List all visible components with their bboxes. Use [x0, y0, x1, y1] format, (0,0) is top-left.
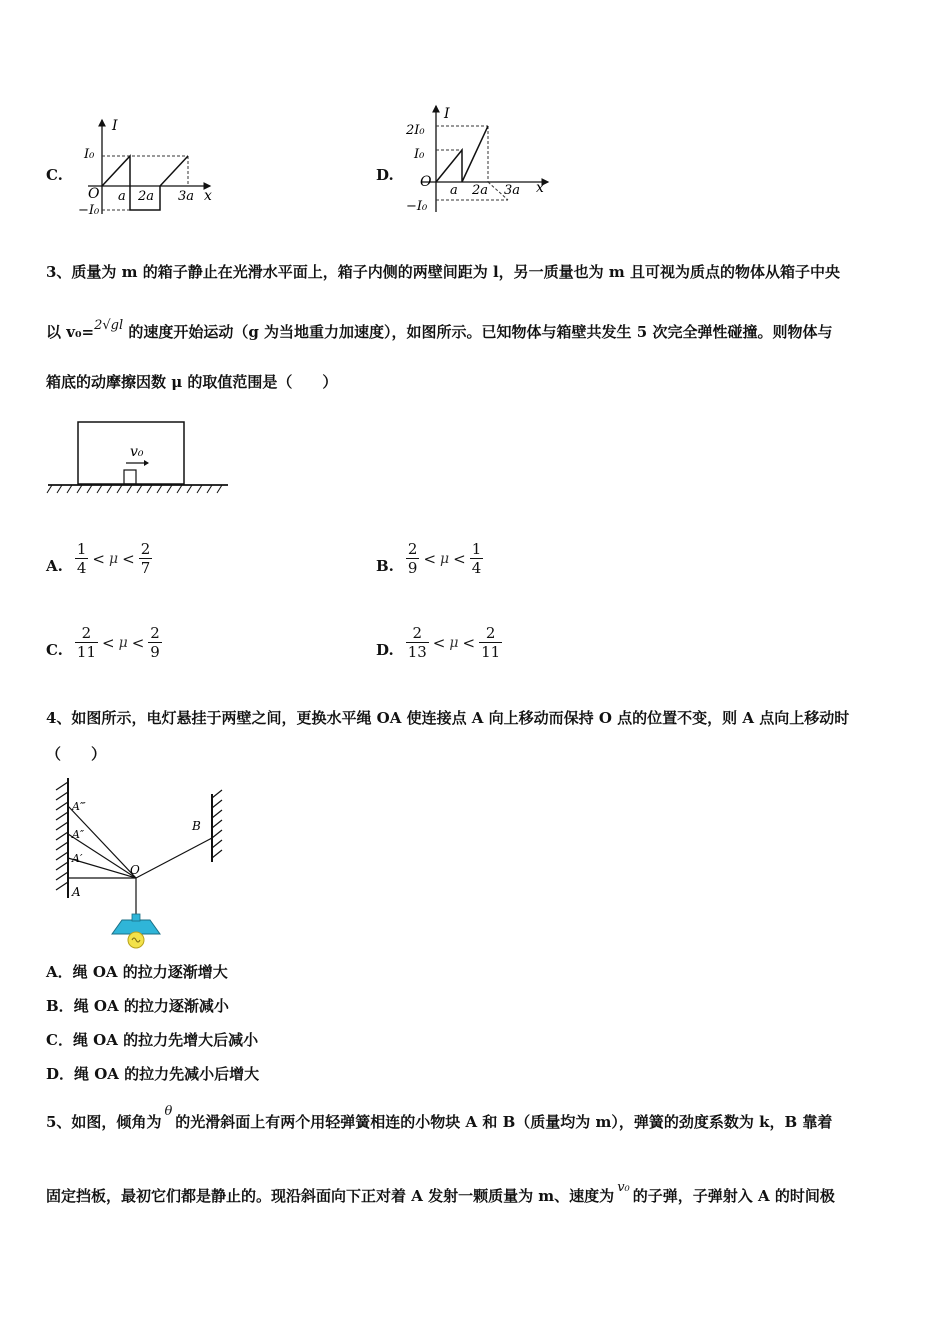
lt-sign: <	[432, 633, 446, 652]
option-label: A.	[46, 556, 63, 575]
mu-symbol: μ	[449, 634, 459, 651]
tick-a: a	[450, 183, 458, 198]
label-a3: A‴	[72, 800, 86, 813]
origin-label: O	[88, 186, 100, 202]
mu-symbol: μ	[118, 634, 128, 651]
tick-2a: 2a	[472, 183, 489, 198]
option-text: 绳 OA 的拉力先增大后减小	[72, 1031, 259, 1049]
q3-option-d[interactable]	[376, 624, 502, 661]
q5-line1-pre: 5、如图，倾角为	[46, 1113, 162, 1131]
lt-sign: <	[92, 549, 105, 568]
q5-text-line1	[46, 1104, 833, 1134]
option-label: C.	[46, 640, 63, 659]
left-fraction: $\frac{2}{13}$	[407, 624, 427, 661]
right-fraction: $\frac{2}{7}$	[140, 540, 151, 577]
option-label: B.	[376, 556, 394, 575]
q5-text-line2	[46, 1180, 835, 1208]
tick-a: a	[118, 189, 126, 204]
origin-label: O	[420, 174, 432, 190]
left-fraction: $\frac{2}{11}$	[76, 624, 96, 661]
y-axis-label: I	[444, 106, 450, 122]
tick-neg-i0: −I₀	[78, 203, 100, 218]
q3-box-figure	[44, 418, 234, 500]
q3-v0-formula: 2√gl	[94, 318, 124, 333]
option-label: A．	[46, 963, 73, 981]
tick-3a: 3a	[178, 189, 195, 204]
label-a2: A″	[72, 828, 85, 841]
q4-text-line1: 4、如图所示，电灯悬挂于两壁之间，更换水平绳 OA 使连接点 A 向上移动而保持 O 点的位置不变，则 A 点向上移动时	[46, 709, 850, 727]
option-label: C．	[46, 1031, 73, 1049]
rope-ob	[136, 838, 212, 878]
right-fraction: $\frac{2}{9}$	[150, 624, 160, 661]
tick-2i0: 2I₀	[406, 123, 425, 138]
q2-option-d-graph	[398, 100, 558, 220]
q5-theta: θ	[164, 1104, 173, 1119]
lt-sign: <	[453, 549, 466, 568]
x-axis-label: x	[536, 180, 544, 196]
label-b: B	[192, 819, 201, 833]
q5-line1-post: 的光滑斜面上有两个用轻弹簧相连的小物块 A 和 B（质量均为 m），弹簧的劲度系数为 k，B 靠着	[175, 1113, 833, 1131]
q4-text-line2: （ ）	[46, 745, 107, 763]
tick-3a: 3a	[504, 183, 521, 198]
q3-text-line3: 箱底的动摩擦因数 μ 的取值范围是（ ）	[46, 373, 338, 391]
tick-neg-i0: −I₀	[406, 199, 428, 214]
x-axis-label: x	[204, 188, 212, 204]
q3-text-line2	[46, 318, 833, 344]
option-text: 绳 OA 的拉力先减小后增大	[74, 1065, 260, 1083]
q4-option-b[interactable]	[46, 996, 229, 1016]
v0-label: v₀	[130, 444, 144, 460]
option-label: D.	[376, 640, 394, 659]
q3-option-a[interactable]	[46, 540, 152, 577]
left-fraction: $\frac{2}{9}$	[407, 540, 418, 577]
label-a: A	[72, 885, 81, 899]
ground-hatch	[47, 485, 222, 493]
lt-sign: <	[423, 549, 437, 568]
right-fraction: $\frac{1}{4}$	[471, 540, 482, 577]
q5-line2-post: 的子弹，子弹射入 A 的时间极	[632, 1187, 835, 1205]
left-fraction: $\frac{1}{4}$	[76, 540, 87, 577]
option-text: 绳 OA 的拉力逐渐减小	[73, 997, 229, 1015]
q2-option-c-graph	[78, 114, 223, 222]
label-a1: A′	[72, 852, 83, 865]
option-label: B．	[46, 997, 74, 1015]
right-fraction: $\frac{2}{11}$	[481, 624, 501, 661]
tick-2a: 2a	[138, 189, 155, 204]
label-o: O	[130, 863, 140, 877]
y-axis-label: I	[112, 118, 118, 134]
option-text: 绳 OA 的拉力逐渐增大	[72, 963, 228, 981]
q5-v0: v₀	[617, 1180, 630, 1195]
current-curve	[436, 126, 488, 182]
lt-sign: <	[122, 549, 135, 568]
q4-option-a[interactable]	[46, 962, 228, 982]
q3-option-c[interactable]	[46, 624, 162, 661]
q3-line2-pre: 以 v₀=	[46, 323, 95, 341]
lt-sign: <	[462, 633, 476, 652]
q4-lamp-figure	[46, 774, 246, 950]
q5-line2-pre: 固定挡板，最初它们都是静止的。现沿斜面向下正对着 A 发射一颗质量为 m、速度为	[46, 1187, 615, 1205]
block	[124, 470, 136, 484]
q3-option-b[interactable]	[376, 540, 483, 577]
option-label: D．	[46, 1065, 75, 1083]
q3-text-line1: 3、质量为 m 的箱子静止在光滑水平面上，箱子内侧的两壁间距为 l，另一质量也为 m 且可视为质点的物体从箱子中央	[46, 263, 840, 281]
q2-option-c-label[interactable]: C.	[46, 166, 63, 184]
tick-i0: I₀	[84, 147, 95, 162]
q2-option-d-label[interactable]: D.	[376, 166, 394, 184]
q4-option-d[interactable]	[46, 1064, 259, 1084]
tick-i0: I₀	[414, 147, 425, 162]
mu-symbol: μ	[440, 550, 450, 567]
q3-line2-post: 的速度开始运动（g 为当地重力加速度），如图所示。已知物体与箱壁共发生 5 次完全弹性碰撞。则物体与	[123, 323, 833, 341]
lt-sign: <	[102, 633, 115, 652]
q4-option-c[interactable]	[46, 1030, 258, 1050]
lt-sign: <	[131, 633, 145, 652]
mu-symbol: μ	[109, 550, 119, 567]
